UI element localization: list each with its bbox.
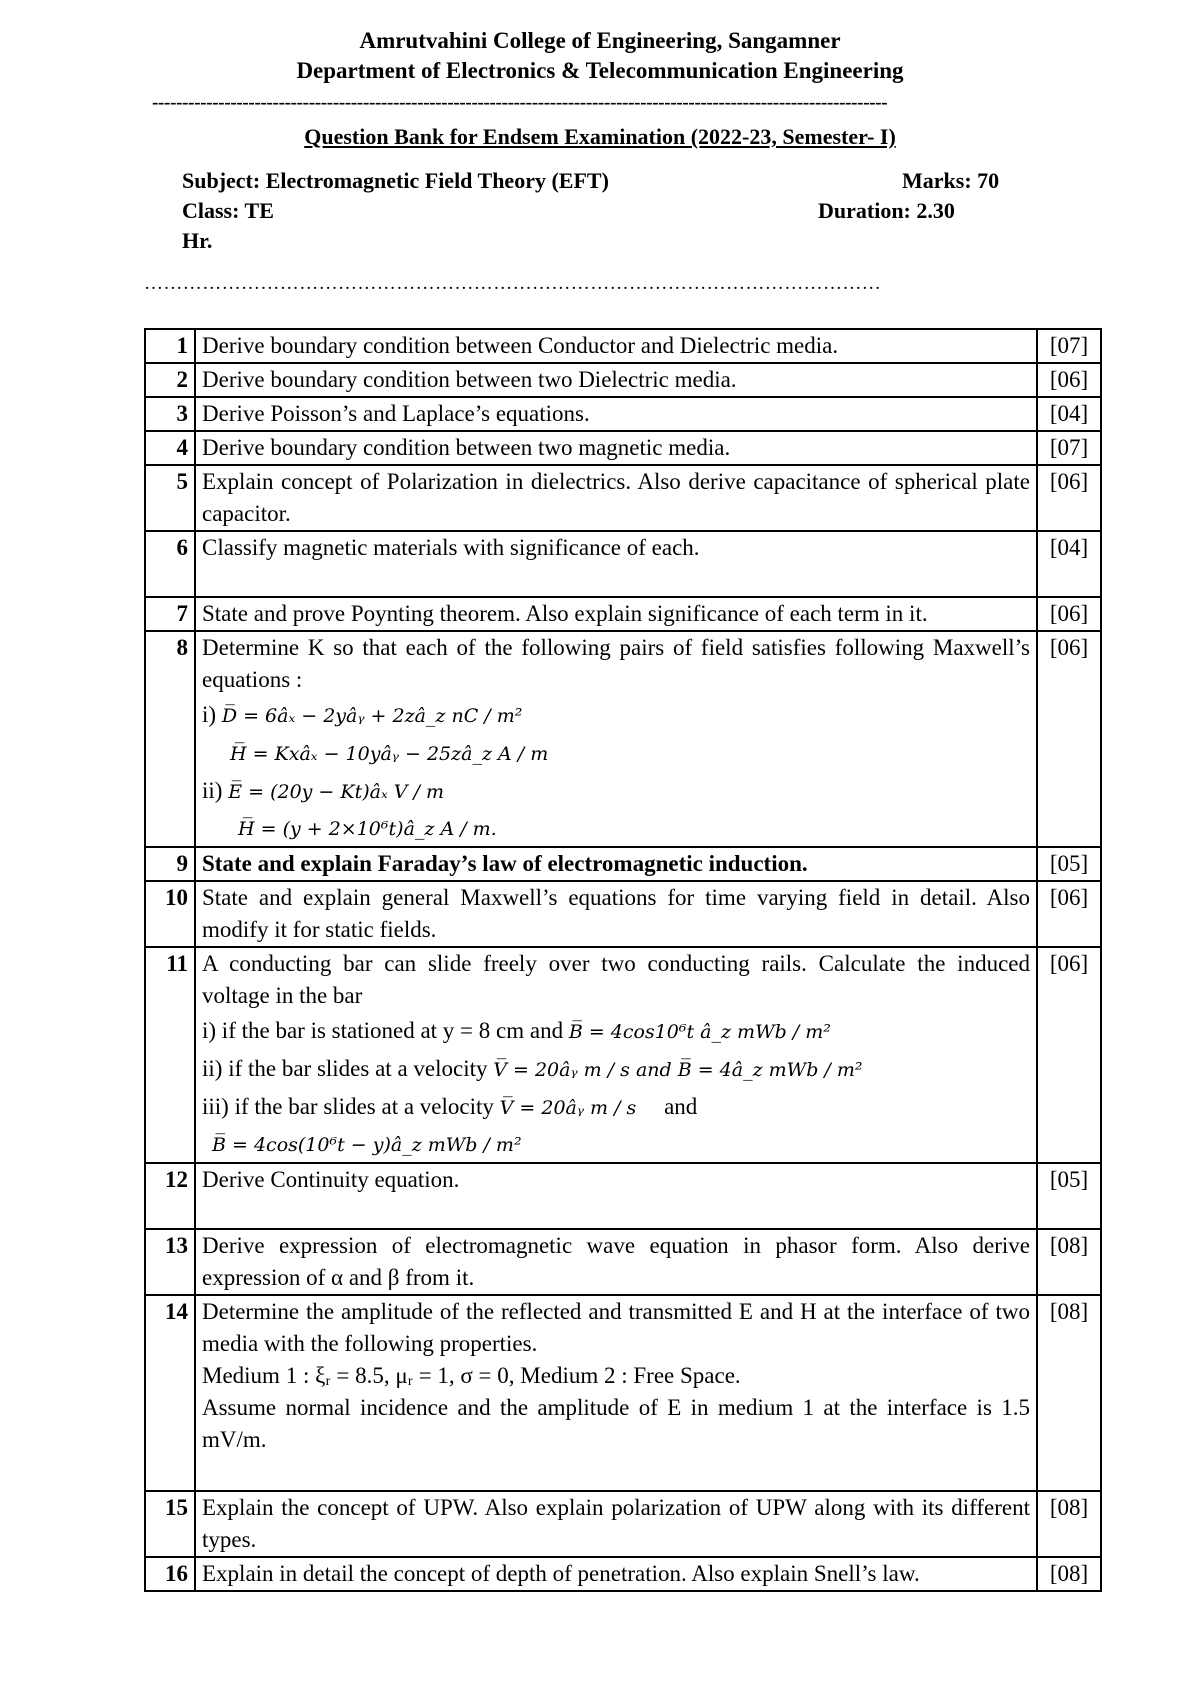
question-marks: [06] (1037, 631, 1101, 847)
question-number: 7 (145, 597, 195, 631)
question-text: A conducting bar can slide freely over two conducting rails. Calculate the induced voltage in the bar (202, 951, 1030, 1008)
college-name: Amrutvahini College of Engineering, Sangamner (359, 28, 841, 53)
equation-line (202, 810, 1030, 846)
table-row (145, 597, 1101, 631)
part-label: i) (202, 702, 217, 727)
question-text: Determine the amplitude of the reflected and transmitted E and H at the interface of two media with the following properties. (202, 1299, 1030, 1356)
question-marks: [05] (1037, 847, 1101, 881)
question-marks: [06] (1037, 465, 1101, 531)
table-row (145, 1163, 1101, 1229)
question-marks: [04] (1037, 397, 1101, 431)
question-text-block (195, 631, 1037, 847)
question-marks: [08] (1037, 1229, 1101, 1295)
question-text: Derive boundary condition between two Dielectric media. (195, 363, 1037, 397)
table-row (145, 1557, 1101, 1591)
question-marks: [06] (1037, 881, 1101, 947)
question-text-block (195, 947, 1037, 1163)
table-row (145, 431, 1101, 465)
question-number: 8 (145, 631, 195, 847)
question-number: 10 (145, 881, 195, 947)
question-text: Derive Continuity equation. (195, 1163, 1037, 1229)
sub-question-text: iii) if the bar slides at a velocity (202, 1094, 494, 1119)
question-number: 5 (145, 465, 195, 531)
page-title: Question Bank for Endsem Examination (2022-23, Semester- I) (304, 124, 896, 149)
question-text: State and explain general Maxwell’s equations for time varying field in detail. Also modify it for static fields. (195, 881, 1037, 947)
table-row (145, 881, 1101, 947)
question-number: 16 (145, 1557, 195, 1591)
question-text: Derive boundary condition between two magnetic media. (195, 431, 1037, 465)
part-label: ii) (202, 778, 223, 803)
equation: D̅ = 6âₓ − 2yâᵧ + 2zâ_z nC / m² (221, 705, 523, 727)
question-text: Derive expression of electromagnetic wave equation in phasor form. Also derive expression of α and β from it. (195, 1229, 1037, 1295)
question-text: Explain the concept of UPW. Also explain polarization of UPW along with its different types. (195, 1491, 1037, 1557)
sub-question-text: ii) if the bar slides at a velocity (202, 1056, 488, 1081)
sub-question (202, 1050, 1030, 1088)
question-number: 9 (145, 847, 195, 881)
table-row (145, 397, 1101, 431)
question-text: Explain concept of Polarization in dielectrics. Also derive capacitance of spherical plate capacitor. (195, 465, 1037, 531)
question-table (144, 328, 1102, 1592)
question-number: 2 (145, 363, 195, 397)
question-text: State and prove Poynting theorem. Also explain significance of each term in it. (195, 597, 1037, 631)
equation: H̅ = Kxâₓ − 10yâᵧ − 25zâ_z A / m (230, 743, 549, 765)
table-row (145, 329, 1101, 363)
sub-question-text: i) if the bar is stationed at y = 8 cm and (202, 1018, 564, 1043)
question-number: 1 (145, 329, 195, 363)
hr-label: Hr. (182, 228, 213, 253)
equation: E̅ = (20y − Kt)âₓ V / m (228, 781, 444, 803)
question-number: 14 (145, 1295, 195, 1491)
marks-label: Marks: 70 (902, 168, 1000, 193)
question-number: 4 (145, 431, 195, 465)
question-marks: [07] (1037, 329, 1101, 363)
table-row (145, 947, 1101, 1163)
equation: V̅ = 20âᵧ m / s (499, 1097, 637, 1119)
dotted-separator: …………………………………………………………………………………………………… (144, 273, 882, 294)
question-marks: [08] (1037, 1295, 1101, 1491)
equation-line (202, 734, 1030, 772)
question-marks: [05] (1037, 1163, 1101, 1229)
question-marks: [06] (1037, 947, 1101, 1163)
question-number: 6 (145, 531, 195, 597)
sub-question-text: and (664, 1094, 698, 1119)
question-text: Explain in detail the concept of depth of penetration. Also explain Snell’s law. (195, 1557, 1037, 1591)
equation: B̅ = 4cos(10⁶t − y)â_z mWb / m² (212, 1134, 522, 1156)
equation: B̅ = 4cos10⁶t â_z mWb / m² (568, 1021, 831, 1043)
sub-question (202, 1088, 1030, 1126)
sub-question (202, 1126, 1030, 1162)
question-number: 13 (145, 1229, 195, 1295)
table-row (145, 847, 1101, 881)
equation: H̅ = (y + 2×10⁶t)â_z A / m. (238, 818, 497, 840)
medium-properties: Medium 1 : ξᵣ = 8.5, μᵣ = 1, σ = 0, Medium 2 : Free Space. (202, 1363, 741, 1388)
department-name: Department of Electronics & Telecommunication Engineering (296, 58, 904, 83)
table-row (145, 531, 1101, 597)
question-text: Classify magnetic materials with significance of each. (195, 531, 1037, 597)
question-marks: [06] (1037, 363, 1101, 397)
question-text: Determine K so that each of the following pairs of field satisfies following Maxwell’s equations : (202, 635, 1030, 692)
table-row (145, 363, 1101, 397)
question-text: State and explain Faraday’s law of electromagnetic induction. (195, 847, 1037, 881)
table-row (145, 1491, 1101, 1557)
question-marks: [08] (1037, 1557, 1101, 1591)
duration-label: Duration: 2.30 (818, 198, 955, 223)
table-row (145, 1295, 1101, 1491)
equation: V̅ = 20âᵧ m / s and B̅ = 4â_z mWb / m² (493, 1059, 863, 1081)
question-number: 12 (145, 1163, 195, 1229)
question-marks: [07] (1037, 431, 1101, 465)
class-label: Class: TE (182, 198, 274, 223)
table-row (145, 631, 1101, 847)
question-text-block (195, 1295, 1037, 1491)
question-text: Derive boundary condition between Conductor and Dielectric media. (195, 329, 1037, 363)
subject-label: Subject: Electromagnetic Field Theory (EFT) (182, 168, 609, 193)
question-number: 15 (145, 1491, 195, 1557)
table-row (145, 1229, 1101, 1295)
question-number: 11 (145, 947, 195, 1163)
sub-question (202, 1012, 1030, 1050)
assumption-text: Assume normal incidence and the amplitude of E in medium 1 at the interface is 1.5 mV/m. (202, 1395, 1030, 1452)
header-separator: -------------------------------------------------------------------------------------------------------------------------- (152, 92, 888, 113)
question-marks: [08] (1037, 1491, 1101, 1557)
equation-line (202, 696, 1030, 734)
question-text: Derive Poisson’s and Laplace’s equations. (195, 397, 1037, 431)
question-marks: [04] (1037, 531, 1101, 597)
table-row (145, 465, 1101, 531)
question-marks: [06] (1037, 597, 1101, 631)
equation-line (202, 772, 1030, 810)
question-number: 3 (145, 397, 195, 431)
